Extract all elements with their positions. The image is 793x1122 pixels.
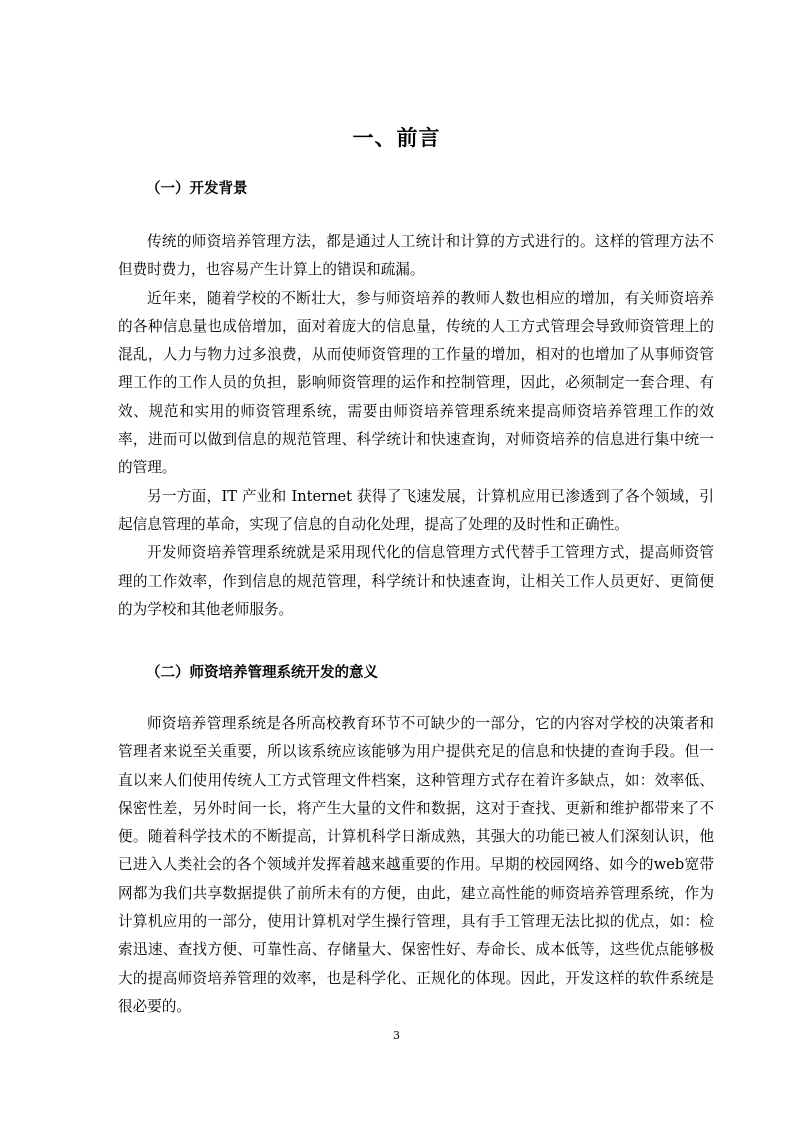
section-body-significance: [118, 710, 714, 1021]
paragraph: 开发师资培养管理系统就是采用现代化的信息管理方式代替手工管理方式，提高师资管理的工作效率，作到信息的规范管理，科学统计和快速查询，让相关工作人员更好、更简便的为学校和其他老师服务。: [118, 544, 714, 618]
section-heading-significance: （二）师资培养管理系统开发的意义: [146, 664, 378, 681]
section-heading-background: （一）开发背景: [146, 180, 248, 197]
paragraph: 传统的师资培养管理方法，都是通过人工统计和计算的方式进行的。这样的管理方法不但费时费力，也容易产生计算上的错误和疏漏。: [118, 233, 714, 279]
paragraph: 另一方面，IT 产业和 Internet 获得了飞速发展，计算机应用已渗透到了各个领域，引起信息管理的革命，实现了信息的自动化处理，提高了处理的及时性和正确性。: [118, 487, 714, 533]
paragraph: 近年来，随着学校的不断壮大，参与师资培养的教师人数也相应的增加，有关师资培养的各种信息量也成倍增加，面对着庞大的信息量，传统的人工方式管理会导致师资管理上的混乱，人力与物力过多浪费，从而使师资管理的工作量的增加，相对的也增加了从事师资管理工作的工作人员的负担，影响师资管理的运作和控制管理，因此，必须制定一套合理、有效、规范和实用的师资管理系统，需要由师资培养管理系统来提高师资培养管理工作的效率，进而可以做到信息的规范管理、科学统计和快速查询，对师资培养的信息进行集中统一的管理。: [118, 289, 714, 477]
page-number: 3: [393, 1029, 400, 1042]
paragraph: 师资培养管理系统是各所高校教育环节不可缺少的一部分，它的内容对学校的决策者和管理者来说至关重要，所以该系统应该能够为用户提供充足的信息和快捷的查询手段。但一直以来人们使用传统人工方式管理文件档案，这种管理方式存在着许多缺点，如：效率低、保密性差，另外时间一长，将产生大量的文件和数据，这对于查找、更新和维护都带来了不便。随着科学技术的不断提高，计算机科学日渐成熟，其强大的功能已被人们深刻认识，他已进入人类社会的各个领域并发挥着越来越重要的作用。早期的校园网络、如今的web宽带网都为我们共享数据提供了前所未有的方便，由此，建立高性能的师资培养管理系统，作为计算机应用的一部分，使用计算机对学生操行管理，具有手工管理无法比拟的优点，如：检索迅速、查找方便、可靠性高、存储量大、保密性好、寿命长、成本低等，这些优点能够极大的提高师资培养管理的效率，也是科学化、正规化的体现。因此，开发这样的软件系统是很必要的。: [118, 715, 714, 1015]
section-body-background: [118, 228, 714, 624]
chapter-title: 一、前言: [352, 125, 441, 150]
